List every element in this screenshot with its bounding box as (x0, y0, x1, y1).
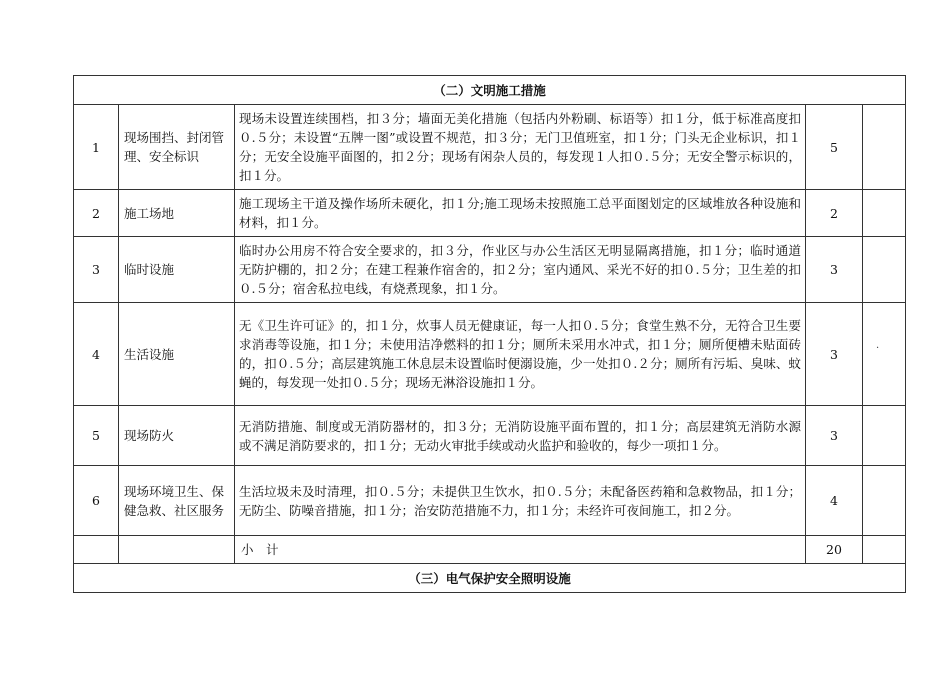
row-number: 3 (74, 237, 119, 303)
deduction-criteria: 现场未设置连续围档，扣３分；墙面无美化措施（包括内外粉刷、标语等）扣１分，低于标准高度扣０.５分；未设置“五牌一图”或设置不规范，扣３分；无门卫值班室，扣１分；门头无企业标识，扣１分；无安全设施平面图的，扣２分；现场有闲杂人员的，每发现１人扣０.５分；无安全警示标识的，扣１分。 (235, 105, 806, 190)
table-row (74, 303, 906, 406)
score-value: 3 (806, 406, 863, 466)
deduction-criteria: 施工现场主干道及操作场所未硬化，扣１分;施工现场未按照施工总平面图划定的区域堆放各种设施和材料，扣１分。 (235, 190, 806, 237)
subtotal-label: 小 计 (235, 536, 806, 564)
table-row (74, 406, 906, 466)
deduction-criteria: 临时办公用房不符合安全要求的，扣３分，作业区与办公生活区无明显隔离措施，扣１分；临时通道无防护棚的，扣２分；在建工程兼作宿舍的，扣２分；室内通风、采光不好的扣０.５分；卫生差的扣０.５分；宿舍私拉电线，有烧煮现象，扣１分。 (235, 237, 806, 303)
score-value: 3 (806, 237, 863, 303)
row-number: 1 (74, 105, 119, 190)
row-number: 5 (74, 406, 119, 466)
score-value: 5 (806, 105, 863, 190)
subtotal-row (74, 536, 906, 564)
scoring-table (73, 75, 906, 593)
score-value: 4 (806, 466, 863, 536)
actual-score-cell (863, 237, 906, 303)
row-number: 4 (74, 303, 119, 406)
section-header-row (74, 76, 906, 105)
item-name: 现场环境卫生、保健急救、社区服务 (119, 466, 235, 536)
table-row (74, 466, 906, 536)
actual-score-cell (863, 406, 906, 466)
actual-score-cell (863, 466, 906, 536)
table-row (74, 105, 906, 190)
item-name: 现场围挡、封闭管理、安全标识 (119, 105, 235, 190)
item-name: 现场防火 (119, 406, 235, 466)
deduction-criteria: 无消防措施、制度或无消防器材的，扣３分；无消防设施平面布置的，扣１分；高层建筑无消防水源或不满足消防要求的，扣１分；无动火审批手续或动火监护和验收的，每少一项扣１分。 (235, 406, 806, 466)
section-header-row (74, 564, 906, 593)
empty-cell (863, 536, 906, 564)
empty-cell (74, 536, 119, 564)
empty-cell (119, 536, 235, 564)
item-name: 生活设施 (119, 303, 235, 406)
row-number: 6 (74, 466, 119, 536)
margin-mark: · (876, 343, 880, 354)
actual-score-cell (863, 303, 906, 406)
subtotal-score: 20 (806, 536, 863, 564)
section-title-civil: （二）文明施工措施 (74, 76, 906, 105)
row-number: 2 (74, 190, 119, 237)
score-value: 2 (806, 190, 863, 237)
item-name: 临时设施 (119, 237, 235, 303)
actual-score-cell (863, 190, 906, 237)
item-name: 施工场地 (119, 190, 235, 237)
section-title-electric: （三）电气保护安全照明设施 (74, 564, 906, 593)
table-row (74, 190, 906, 237)
actual-score-cell (863, 105, 906, 190)
deduction-criteria: 无《卫生许可证》的，扣１分，炊事人员无健康证，每一人扣０.５分；食堂生熟不分，无符合卫生要求消毒等设施，扣１分；未使用洁净燃料的扣１分；厕所未采用水冲式，扣１分；厕所便槽未贴面砖的，扣０.５分；高层建筑施工休息层未设置临时便溺设施，少一处扣０.２分；厕所有污垢、臭味、蚊蝇的，每发现一处扣０.５分；现场无淋浴设施扣１分。 (235, 303, 806, 406)
score-value: 3 (806, 303, 863, 406)
table-row (74, 237, 906, 303)
deduction-criteria: 生活垃圾未及时清理，扣０.５分；未提供卫生饮水，扣０.５分；未配备医药箱和急救物品，扣１分；无防尘、防噪音措施，扣１分；治安防范措施不力，扣１分；未经许可夜间施工，扣２分。 (235, 466, 806, 536)
